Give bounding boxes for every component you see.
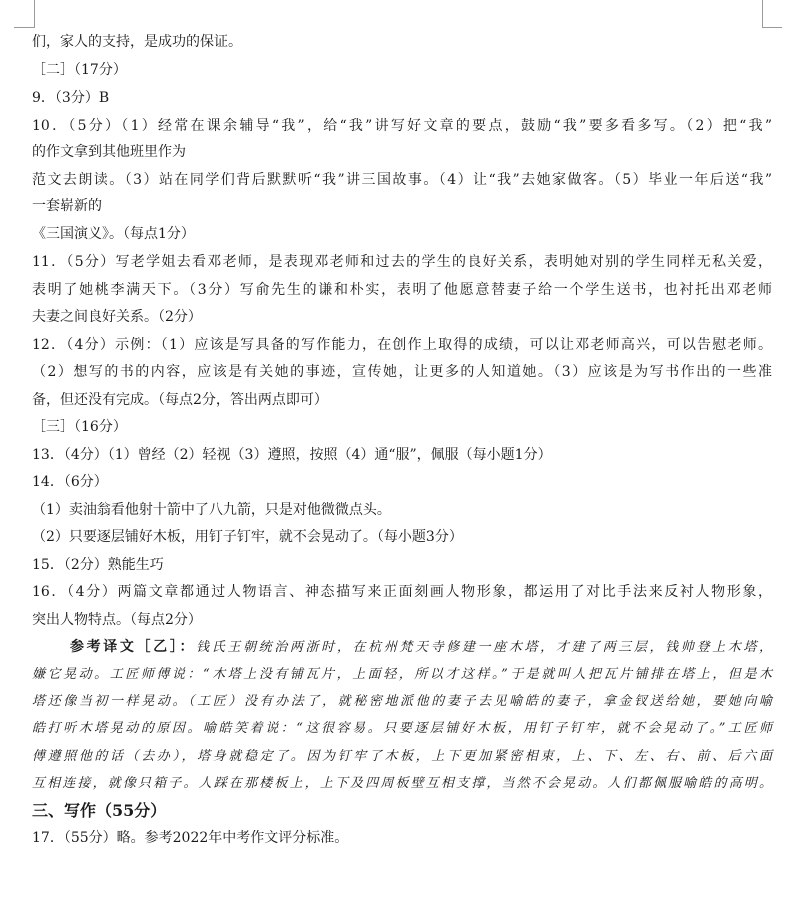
answer-14-part-1: （1）卖油翁看他射十箭中了八九箭，只是对他微微点头。 xyxy=(32,502,391,518)
translation-line-4: 皓打听木塔晃动的原因。喻皓笑着说：“这很容易。只要逐层铺好木板，用钉子钉牢，就不会晃动了。”工匠师 xyxy=(32,721,772,736)
translation-line-1 xyxy=(32,637,772,658)
answer-10-line-4: 一套崭新的 xyxy=(32,198,102,214)
translation-line-3: 塔还像当初一样晃动。（工匠）没有办法了，就秘密地派他的妻子去见喻皓的妻子，拿金钗送给她，要她向喻 xyxy=(32,694,772,709)
translation-line-2: 嫌它晃动。工匠师傅说：“木塔上没有铺瓦片，上面轻，所以才这样。”于是就叫人把瓦片铺排在塔上，但是木 xyxy=(32,667,772,682)
answer-10-line-3: 范文去朗读。（3）站在同学们背后默默听“我”讲三国故事。（4）让“我”去她家做客。（5）毕业一年后送“我” xyxy=(32,172,772,188)
section-heading-two: ［二］（17分） xyxy=(32,62,127,78)
answer-10-line-2: 的作文拿到其他班里作为 xyxy=(32,144,186,160)
answer-15: 15．（2分）熟能生巧 xyxy=(32,557,164,573)
answer-14-part-2: （2）只要逐层铺好木板，用钉子钉牢，就不会晃动了。（每小题3分） xyxy=(32,529,463,545)
answer-12-line-2: （2）想写的书的内容，应该是有关她的事迹，宣传她，让更多的人知道她。（3）应该是为写书作出的一些准 xyxy=(32,364,772,380)
page-corner-mark-left xyxy=(34,0,35,28)
answer-10-line-1: 10．（5分）（1）经常在课余辅导“我”，给“我”讲写好文章的要点，鼓励“我”要多看多写。（2）把“我” xyxy=(32,118,772,134)
translation-line-6: 互相连接，就像只箱子。人踩在那楼板上，上下及四周板壁互相支撑，当然不会晃动。人们都佩服喻皓的高明。 xyxy=(32,776,772,791)
answer-line: 们，家人的支持，是成功的保证。 xyxy=(32,34,242,50)
translation-line-5: 傅遵照他的话（去办），塔身就稳定了。因为钉牢了木板，上下更加紧密相束，上、下、左、右、前、后六面 xyxy=(32,749,772,764)
answer-10-line-5: 《三国演义》。（每点1分） xyxy=(32,226,195,242)
section-writing-heading: 三、写作（55分） xyxy=(32,801,167,820)
page-corner-mark-right xyxy=(762,0,763,28)
answer-16-line-2: 突出人物特点。（每点2分） xyxy=(32,612,202,628)
answer-9: 9．（3分）B xyxy=(32,90,110,106)
section-heading-three: ［三］（16分） xyxy=(32,419,127,435)
answer-11-line-3: 夫妻之间良好关系。（2分） xyxy=(32,309,202,325)
answer-11-line-1: 11．（5分）写老学姐去看邓老师，是表现邓老师和过去的学生的良好关系，表明她对别的学生同样无私关爱， xyxy=(32,254,772,270)
answer-11-line-2: 表明了她桃李满天下。（3分）写俞先生的谦和朴实，表明了他愿意替妻子给一个学生送书，也衬托出邓老师 xyxy=(32,282,772,298)
answer-17: 17．（55分）略。参考2022年中考作文评分标准。 xyxy=(32,830,349,846)
answer-16-line-1: 16．（4分）两篇文章都通过人物语言、神态描写来正面刻画人物形象，都运用了对比手法来反衬人物形象， xyxy=(32,584,772,600)
translation-heading: 参考译文［乙］： xyxy=(70,639,197,655)
answer-14: 14．（6分） xyxy=(32,474,108,490)
page-corner-mark-left-h xyxy=(14,27,34,28)
answer-12-line-1: 12．（4分）示例：（1）应该是写具备的写作能力，在创作上取得的成绩，可以让邓老师高兴，可以告慰老师。 xyxy=(32,337,772,353)
translation-text-1: 钱氏王朝统治两浙时，在杭州梵天寺修建一座木塔，才建了两三层，钱帅登上木塔， xyxy=(196,640,772,655)
answer-13: 13．（4分）（1）曾经（2）轻视（3）遵照，按照（4）通“服”，佩服（每小题1分） xyxy=(32,447,552,463)
answer-12-line-3: 备，但还没有完成。（每点2分，答出两点即可） xyxy=(32,392,328,408)
page-corner-mark-right-h xyxy=(762,27,782,28)
